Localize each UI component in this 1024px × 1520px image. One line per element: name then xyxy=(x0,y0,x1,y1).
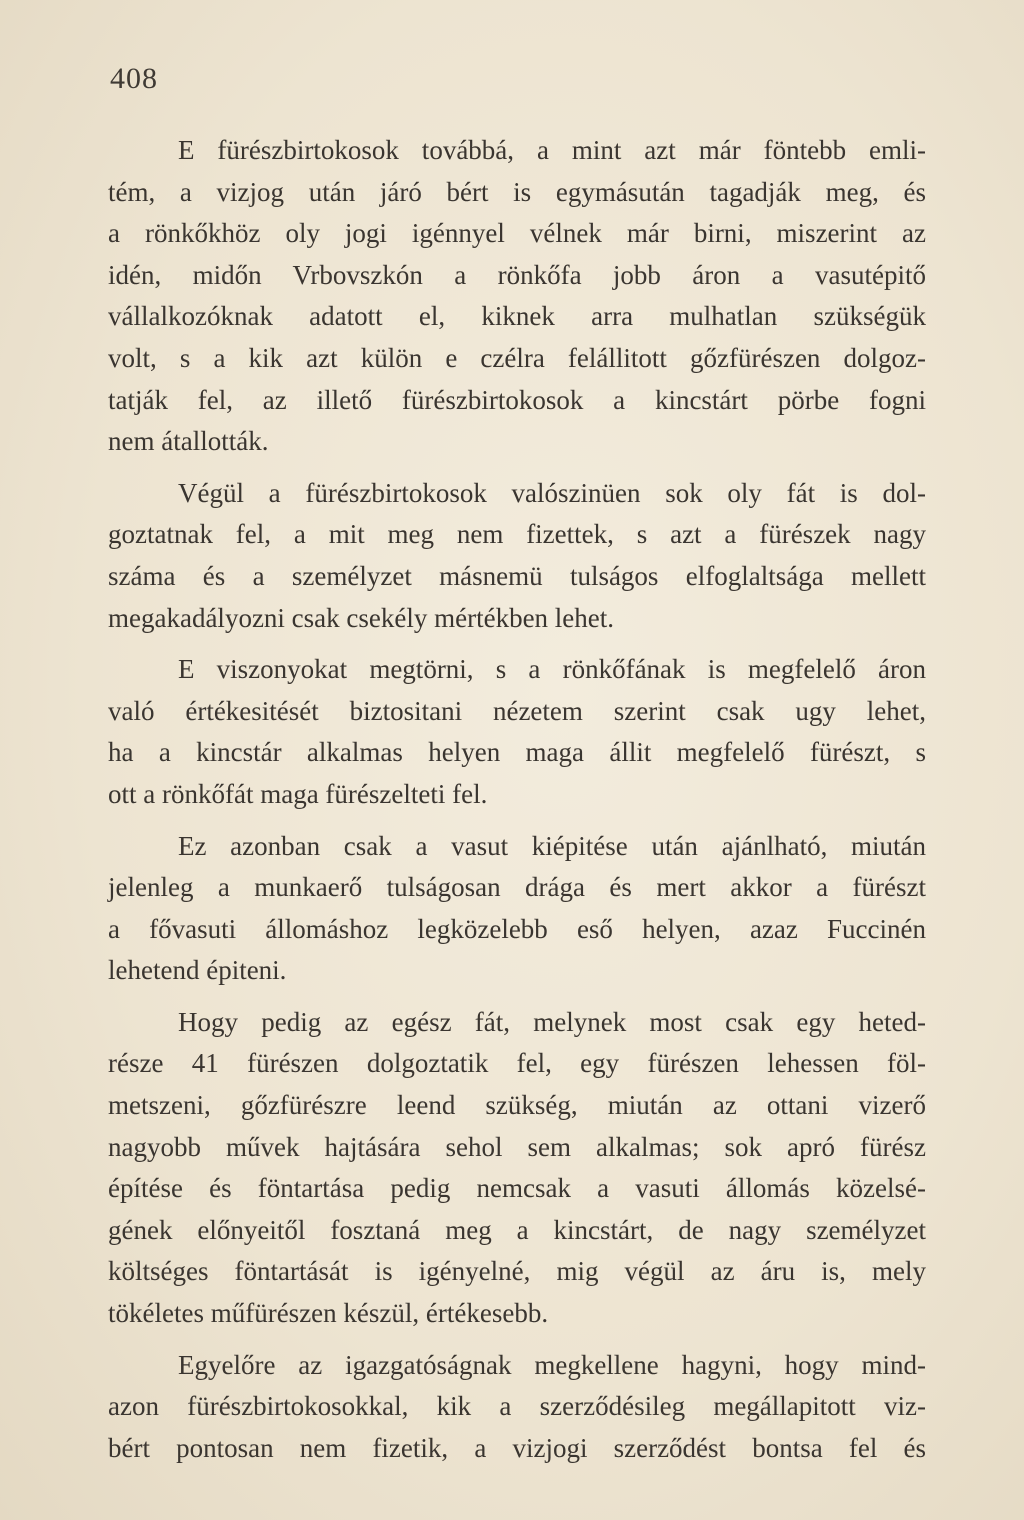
page-number: 408 xyxy=(110,62,158,95)
text-line: költséges föntartását is igényelné, mig végül az áru is, mely xyxy=(108,1256,926,1287)
paragraph xyxy=(108,1345,926,1470)
paragraph xyxy=(108,826,926,992)
text-line: goztatnak fel, a mit meg nem fizettek, s azt a fürészek nagy xyxy=(108,519,926,550)
text-line: lehetend épiteni. xyxy=(108,955,287,986)
text-line: metszeni, gőzfürészre leend szükség, miután az ottani vizerő xyxy=(108,1090,926,1121)
paragraph-gap xyxy=(108,1335,926,1345)
text-line: Végül a fürészbirtokosok valószinüen sok oly fát is dol- xyxy=(178,477,926,508)
text-line: a fővasuti állomáshoz legközelebb eső helyen, azaz Fuccinén xyxy=(108,913,926,944)
text-line: Ez azonban csak a vasut kiépitése után ajánlható, miután xyxy=(178,830,926,861)
text-line: E fürészbirtokosok továbbá, a mint azt már föntebb emli- xyxy=(178,135,926,165)
text-line: tém, a vizjog után járó bért is egymásután tagadják meg, és xyxy=(108,176,926,207)
paragraph-gap xyxy=(108,463,926,473)
paragraph xyxy=(108,649,926,815)
text-line: száma és a személyzet másnemü tulságos elfoglaltsága mellett xyxy=(108,560,926,591)
text-line: tatják fel, az illető fürészbirtokosok a kincstárt pörbe fogni xyxy=(108,384,926,415)
paragraph xyxy=(108,1002,926,1335)
text-line: ha a kincstár alkalmas helyen maga állit megfelelő fürészt, s xyxy=(108,737,926,768)
paragraph xyxy=(108,473,926,639)
text-line: idén, midőn Vrbovszkón a rönkőfa jobb áron a vasutépitő xyxy=(108,259,926,290)
text-line: volt, s a kik azt külön e czélra felállitott gőzfürészen dolgoz- xyxy=(108,342,926,373)
text-line: építése és föntartása pedig nemcsak a vasuti állomás közelsé- xyxy=(108,1173,926,1204)
text-line: része 41 fürészen dolgoztatik fel, egy fürészen lehessen föl- xyxy=(108,1048,926,1079)
text-line: nem átallották. xyxy=(108,426,269,457)
text-line: azon fürészbirtokosokkal, kik a szerződésileg megállapitott viz- xyxy=(108,1391,926,1422)
text-line: a rönkőkhöz oly jogi igénnyel vélnek már birni, miszerint az xyxy=(108,218,926,249)
text-line: megakadályozni csak csekély mértékben lehet. xyxy=(108,602,615,633)
text-line: vállalkozóknak adatott el, kiknek arra mulhatlan szükségük xyxy=(108,301,926,332)
text-line: Hogy pedig az egész fát, melynek most csak egy heted- xyxy=(178,1006,926,1037)
text-line: E viszonyokat megtörni, s a rönkőfának is megfelelő áron xyxy=(178,654,926,685)
paragraph-gap xyxy=(108,639,926,649)
text-line: bért pontosan nem fizetik, a vizjogi szerződést bontsa fel és xyxy=(108,1432,926,1463)
body-text xyxy=(108,130,926,1469)
paragraph-gap xyxy=(108,816,926,826)
text-line: jelenleg a munkaerő tulságosan drága és mert akkor a fürészt xyxy=(108,872,926,903)
text-line: ott a rönkőfát maga fürészelteti fel. xyxy=(108,778,488,809)
paragraph xyxy=(108,130,926,463)
text-line: gének előnyeitől fosztaná meg a kincstárt, de nagy személyzet xyxy=(108,1214,926,1245)
text-line: nagyobb művek hajtására sehol sem alkalmas; sok apró fürész xyxy=(108,1131,926,1162)
text-line: tökéletes műfürészen készül, értékesebb. xyxy=(108,1298,549,1329)
text-line: való értékesitését biztositani nézetem szerint csak ugy lehet, xyxy=(108,695,926,726)
paragraph-gap xyxy=(108,992,926,1002)
text-line: Egyelőre az igazgatóságnak megkellene hagyni, hogy mind- xyxy=(178,1349,926,1380)
